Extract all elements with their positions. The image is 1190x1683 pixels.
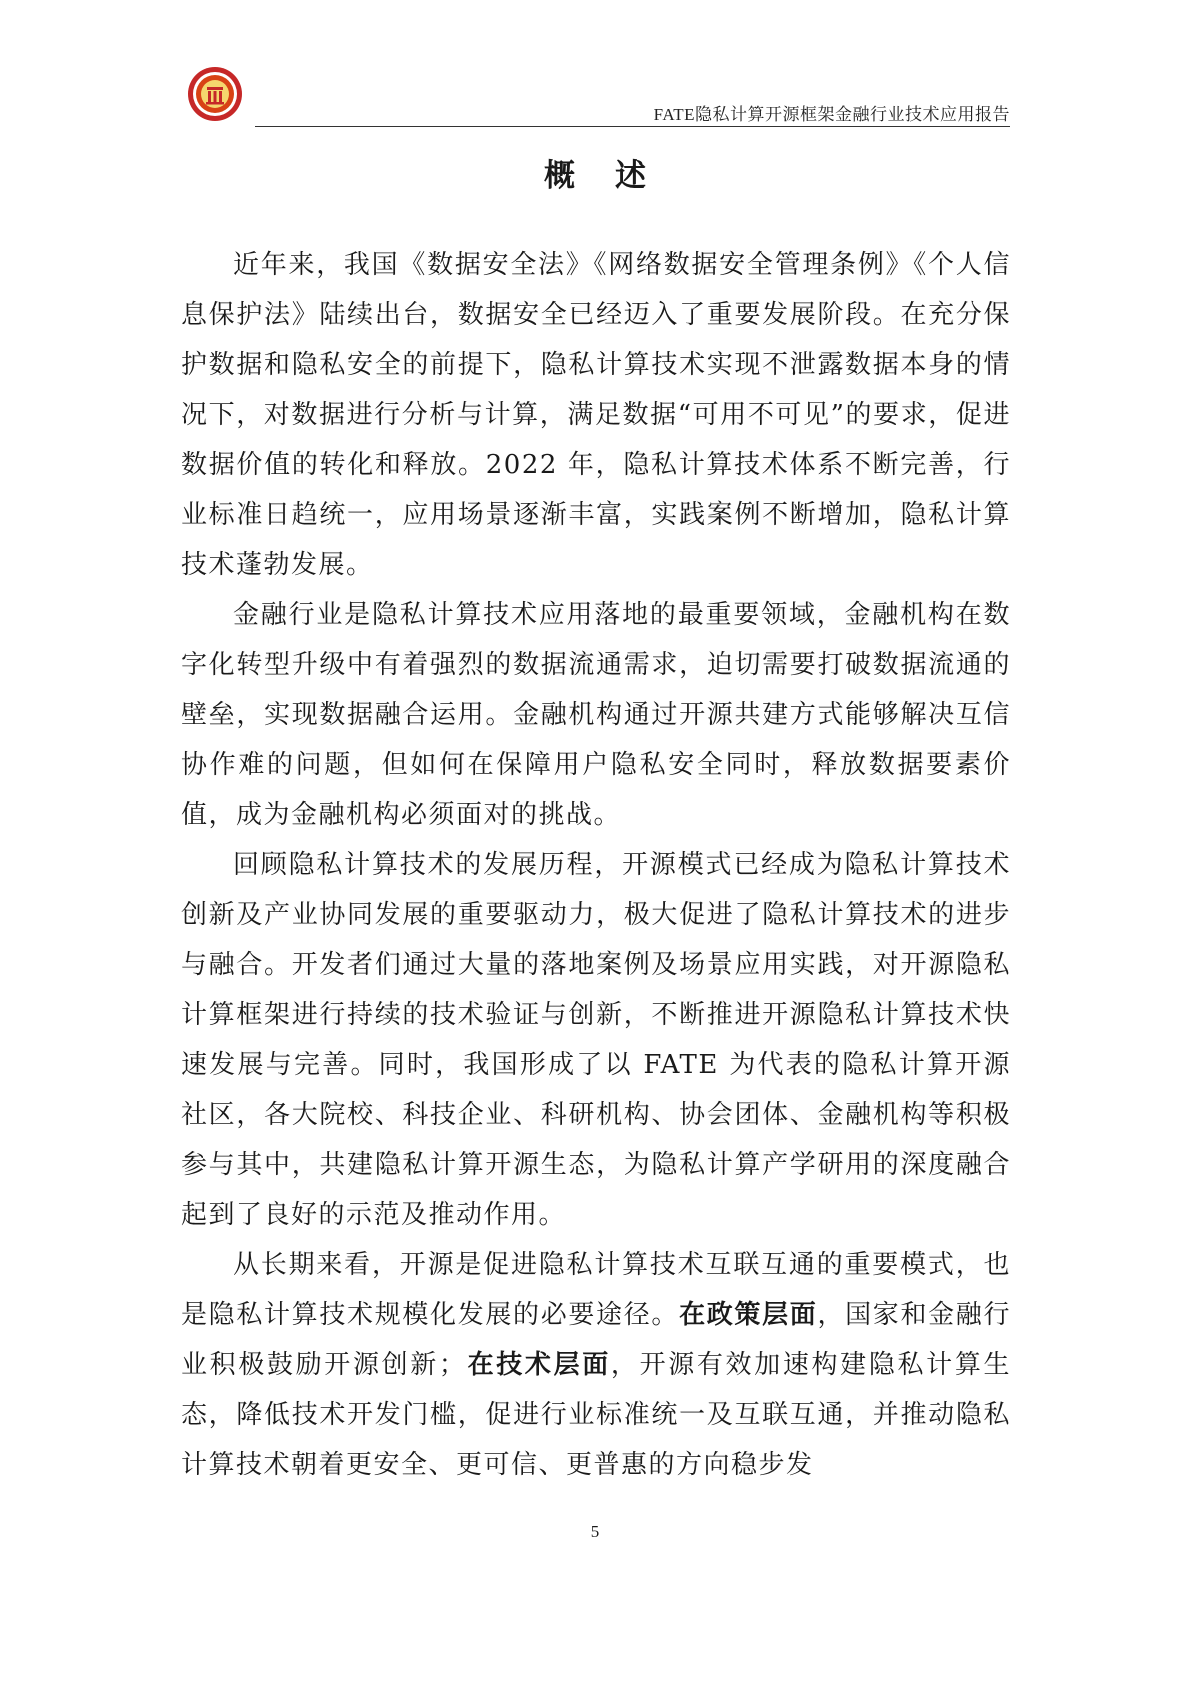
- header-divider: [255, 126, 1010, 127]
- page-title: 概述: [544, 158, 686, 194]
- paragraph-2: 金融行业是隐私计算技术应用落地的最重要领域，金融机构在数字化转型升级中有着强烈的数据流通需求，迫切需要打破数据流通的壁垒，实现数据融合运用。金融机构通过开源共建方式能够解决互信协作难的问题，但如何在保障用户隐私安全同时，释放数据要素价值，成为金融机构必须面对的挑战。: [181, 600, 1011, 830]
- header-title: FATE隐私计算开源框架金融行业技术应用报告: [653, 105, 1010, 124]
- paragraph-3: 回顾隐私计算技术的发展历程，开源模式已经成为隐私计算技术创新及产业协同发展的重要驱动力，极大促进了隐私计算技术的进步与融合。开发者们通过大量的落地案例及场景应用实践，对开源隐私计算框架进行持续的技术验证与创新，不断推进开源隐私计算技术快速发展与完善。同时，我国形成了以 FATE 为代表的隐私计算开源社区，各大院校、科技企业、科研机构、协会团体、金融机构等积极参与其中，共建隐私计算开源生态，为隐私计算产学研用的深度融合起到了良好的示范及推动作用。: [181, 850, 1011, 1230]
- technology-level-emphasis: 在技术层面: [466, 1350, 611, 1380]
- paragraph-1: 近年来，我国《数据安全法》《网络数据安全管理条例》《个人信息保护法》陆续出台，数据安全已经迈入了重要发展阶段。在充分保护数据和隐私安全的前提下，隐私计算技术实现不泄露数据本身的情况下，对数据进行分析与计算，满足数据“可用不可见”的要求，促进数据价值的转化和释放。2022 年，隐私计算技术体系不断完善，行业标准日趋统一，应用场景逐渐丰富，实践案例不断增加，隐私计算技术蓬勃发展。: [181, 250, 1011, 580]
- body-content: [181, 240, 1011, 1490]
- institution-seal-icon: [187, 66, 243, 122]
- paragraph-4-part-3: ，开源有效加速构建隐私计算生态，降低技术开发门槛，促进行业标准统一及互联互通，并推动隐私计算技术朝着更安全、更可信、更普惠的方向稳步发: [181, 1350, 1011, 1480]
- paragraph-4-part-2: ，国家和金融行业积极鼓励开源创新；: [181, 1300, 1011, 1380]
- policy-level-emphasis: 在政策层面: [679, 1300, 818, 1330]
- paragraph-4: [181, 1240, 1011, 1490]
- page-number: 5: [590, 1522, 600, 1541]
- paragraph-4-part-1: 从长期来看，开源是促进隐私计算技术互联互通的重要模式，也是隐私计算技术规模化发展的必要途径。: [181, 1250, 1011, 1330]
